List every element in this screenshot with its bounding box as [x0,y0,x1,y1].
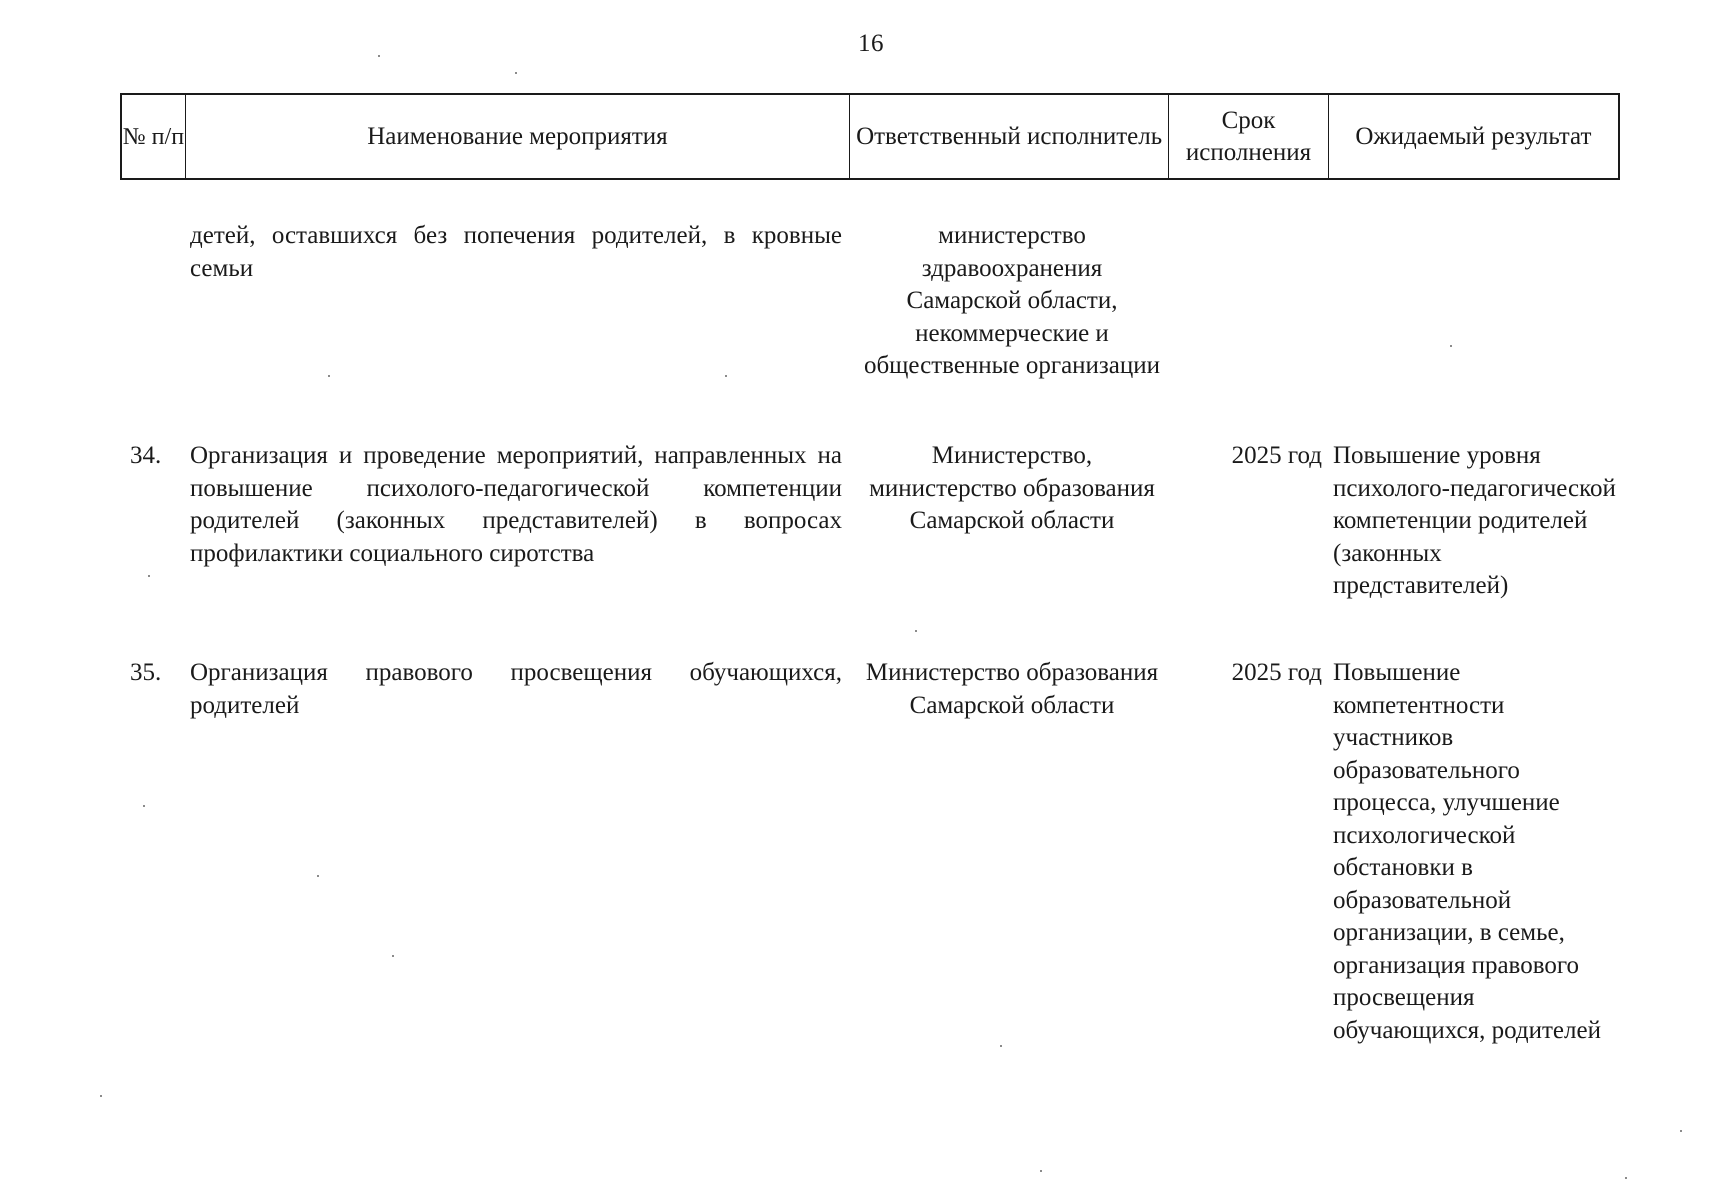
scan-speck [100,1095,102,1097]
page-number: 16 [858,30,884,57]
scan-speck [1450,345,1452,347]
row-name: детей, оставшихся без попечения родителей, в кровные семьи [190,222,842,282]
row-term: 2025 год [1231,659,1322,686]
scan-speck [915,630,917,632]
scan-speck [1680,1130,1682,1132]
scan-speck [1000,1045,1002,1047]
table-header [120,93,1620,180]
scan-speck [148,575,150,577]
header-responsible: Ответственный исполнитель [850,95,1169,178]
row-result: Повышение компетентности участников образовательного процесса, улучшение психологической обстановки в образовательной организации, в семье, организация правового просвещения обучающихся, родителей [1333,659,1601,1044]
scan-speck [725,375,727,377]
scan-speck [392,955,394,957]
scan-speck [1625,1177,1627,1179]
row-number: 34. [130,442,162,469]
scan-speck [317,875,319,877]
scan-speck [143,805,145,807]
row-responsible: Министерство образования Самарской области [865,659,1159,719]
header-result: Ожидаемый результат [1355,122,1592,150]
row-result: Повышение уровня психолого-педагогической компетенции родителей (законных представителей) [1333,442,1616,599]
row-name: Организация и проведение мероприятий, направленных на повышение психолого-педагогической компетенции родителей (законных представителей) в вопросах профилактики социального сиротства [190,442,842,567]
scan-speck [328,375,330,377]
row-term: 2025 год [1231,442,1322,469]
row-name: Организация правового просвещения обучающихся, родителей [190,659,842,719]
row-number: 35. [130,659,162,686]
header-term: Срок исполнения [1169,95,1329,178]
scan-speck [1040,1170,1042,1172]
header-name: Наименование мероприятия [186,95,850,178]
row-responsible: министерство здравоохранения Самарской области, некоммерческие и общественные организации [863,222,1161,379]
scan-speck [378,55,380,57]
row-responsible: Министерство, министерство образования Самарской области [869,442,1155,534]
scan-speck [515,72,517,74]
header-num: № п/п [122,95,186,178]
